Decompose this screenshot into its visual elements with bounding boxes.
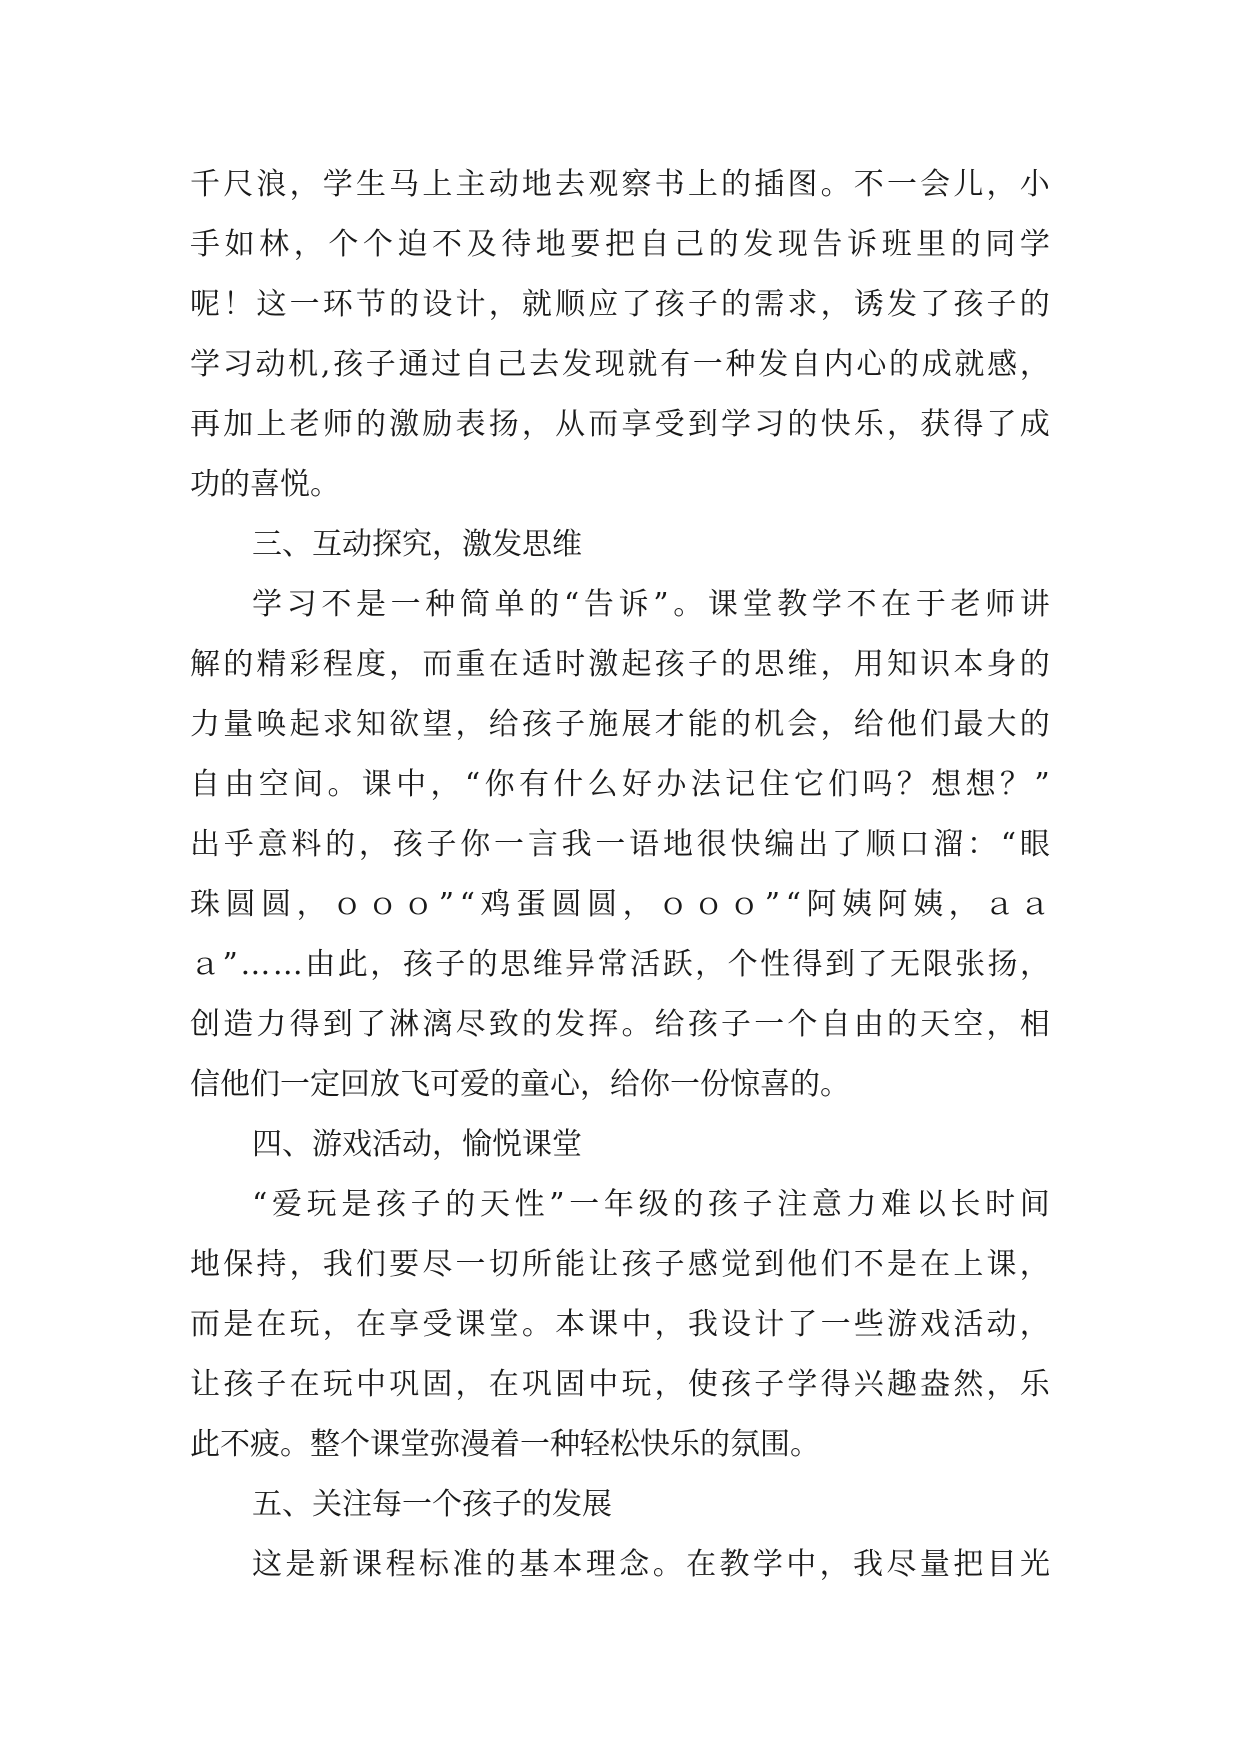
text-line: 再 加 上 老 师 的 激 励 表 扬 ， 从 而 享 受 到 学 习 的 快 乐 ， 获 得 了 成 (190, 407, 1050, 442)
text-line: 而 是 在 玩 ， 在 享 受 课 堂 。 本 课 中 ， 我 设 计 了 一 些 游 戏 活 动 ， (190, 1307, 1050, 1342)
text-line: 三、互动探究，激发思维 (252, 527, 582, 562)
text-line: 学 习 动 机 , 孩 子 通 过 自 己 去 发 现 就 有 一 种 发 自 内 心 的 成 就 感 ， (190, 347, 1050, 382)
text-line: 珠 圆 圆 ， ｏ ｏ ｏ ” “ 鸡 蛋 圆 圆 ， ｏ ｏ ｏ ” “ 阿 姨 阿 姨 ， ａ ａ (190, 887, 1050, 922)
text-line: 学 习 不 是 一 种 简 单 的 “ 告 诉 ” 。 课 堂 教 学 不 在 于 老 师 讲 (252, 587, 1050, 622)
text-line: 这 是 新 课 程 标 准 的 基 本 理 念 。 在 教 学 中 ， 我 尽 量 把 目 光 (252, 1547, 1050, 1582)
text-line: 力 量 唤 起 求 知 欲 望 ， 给 孩 子 施 展 才 能 的 机 会 ， 给 他 们 最 大 的 (190, 707, 1050, 742)
text-line: 信他们一定回放飞可爱的童心，给你一份惊喜的。 (190, 1067, 850, 1102)
text-line: 五、关注每一个孩子的发展 (252, 1487, 612, 1522)
text-line: 呢 ！ 这 一 环 节 的 设 计 ， 就 顺 应 了 孩 子 的 需 求 ， 诱 发 了 孩 子 的 (190, 287, 1050, 322)
text-line: 四、游戏活动，愉悦课堂 (252, 1127, 582, 1162)
text-line: 千 尺 浪 ， 学 生 马 上 主 动 地 去 观 察 书 上 的 插 图 。 不 一 会 儿 ， 小 (190, 167, 1050, 202)
text-line: 功的喜悦。 (190, 467, 340, 502)
text-line: 创 造 力 得 到 了 淋 漓 尽 致 的 发 挥 。 给 孩 子 一 个 自 由 的 天 空 ， 相 (190, 1007, 1050, 1042)
text-line: 手 如 林 ， 个 个 迫 不 及 待 地 要 把 自 己 的 发 现 告 诉 班 里 的 同 学 (190, 227, 1050, 262)
text-line: 自 由 空 间 。 课 中 ， “ 你 有 什 么 好 办 法 记 住 它 们 吗 ？ 想 想 ？ ” (190, 767, 1050, 802)
text-line: 地 保 持 ， 我 们 要 尽 一 切 所 能 让 孩 子 感 觉 到 他 们 不 是 在 上 课 ， (190, 1247, 1050, 1282)
text-line: 此不疲。整个课堂弥漫着一种轻松快乐的氛围。 (190, 1427, 820, 1462)
text-line: 出 乎 意 料 的 ， 孩 子 你 一 言 我 一 语 地 很 快 编 出 了 顺 口 溜 ： “ 眼 (190, 827, 1050, 862)
text-line: 让 孩 子 在 玩 中 巩 固 ， 在 巩 固 中 玩 ， 使 孩 子 学 得 兴 趣 盎 然 ， 乐 (190, 1367, 1050, 1402)
document-page (190, 155, 1050, 1595)
text-line: “ 爱 玩 是 孩 子 的 天 性 ” 一 年 级 的 孩 子 注 意 力 难 以 长 时 间 (252, 1187, 1050, 1222)
text-line: 解 的 精 彩 程 度 ， 而 重 在 适 时 激 起 孩 子 的 思 维 ， 用 知 识 本 身 的 (190, 647, 1050, 682)
text-line: ａ ” … … 由 此 ， 孩 子 的 思 维 异 常 活 跃 ， 个 性 得 到 了 无 限 张 扬 ， (190, 947, 1050, 982)
